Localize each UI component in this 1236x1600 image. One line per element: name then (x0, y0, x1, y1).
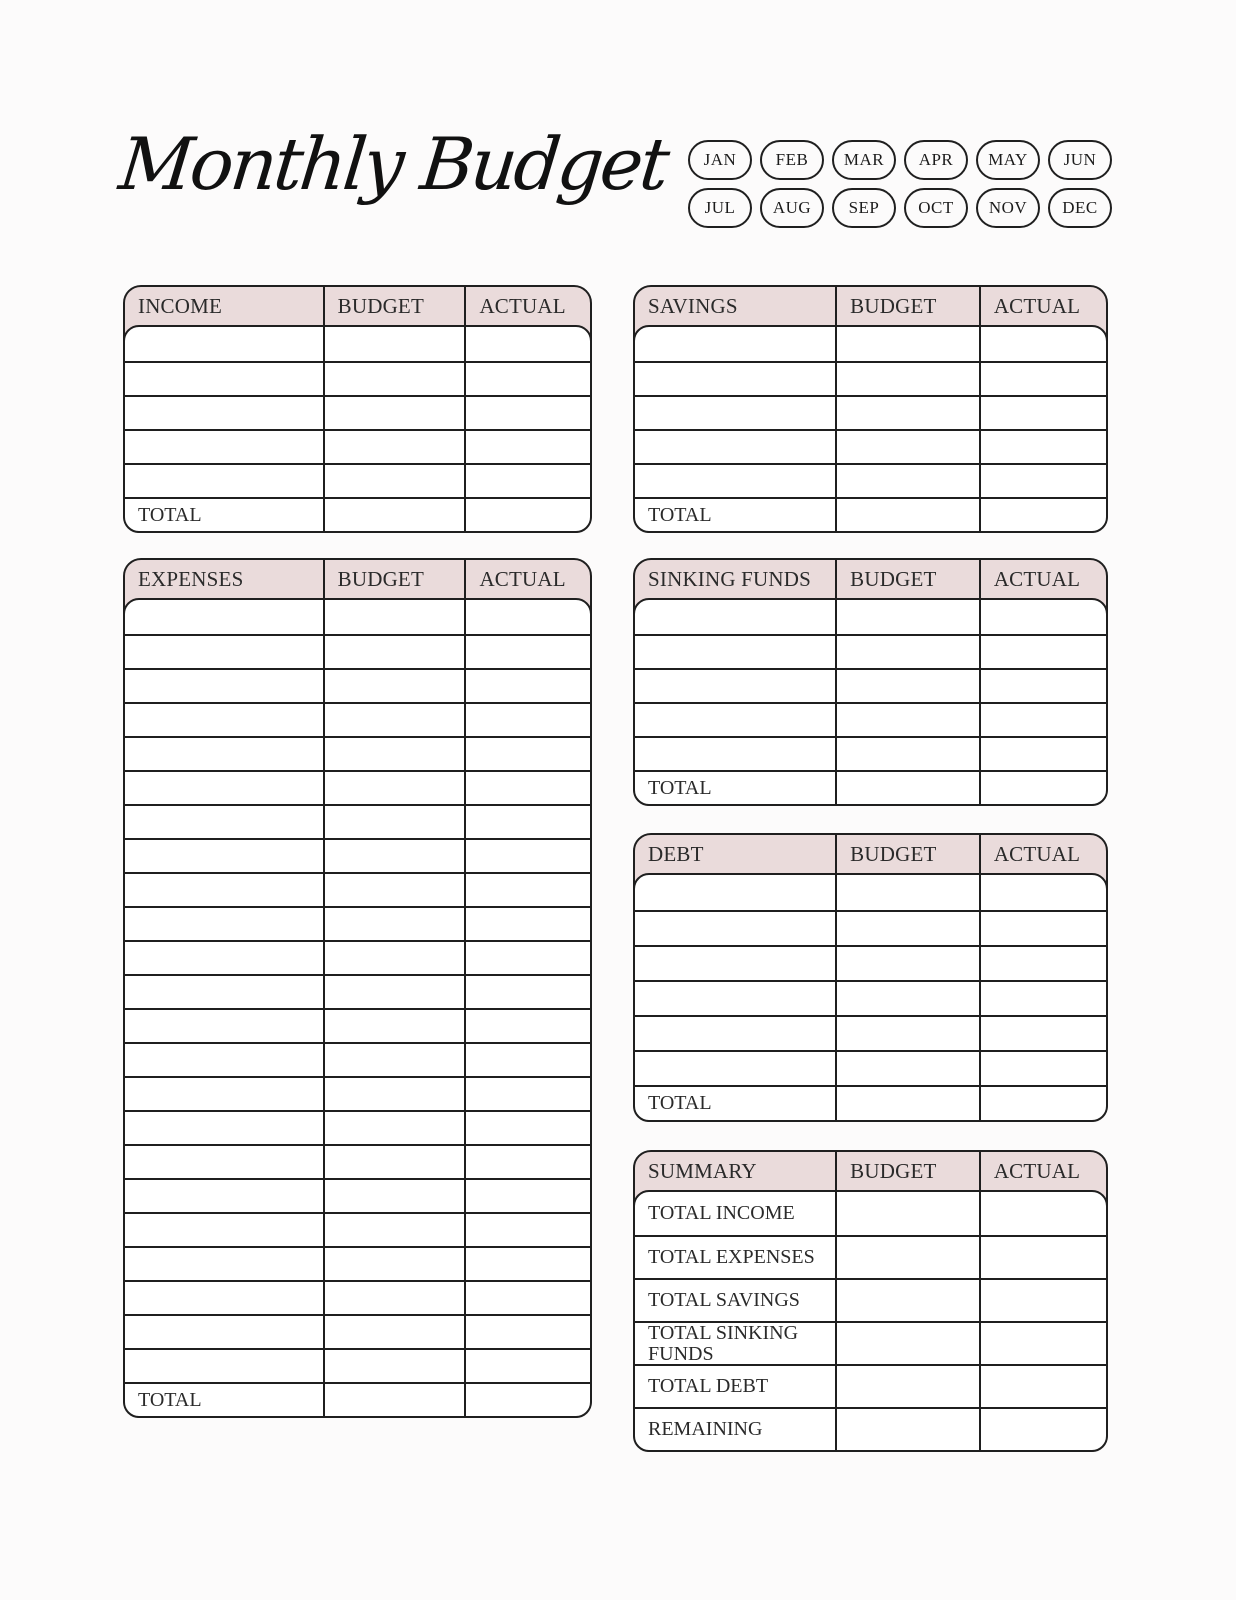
blank-cell[interactable] (323, 840, 465, 872)
blank-cell[interactable] (979, 397, 1106, 429)
blank-cell[interactable] (464, 772, 590, 804)
blank-cell[interactable] (464, 704, 590, 736)
blank-cell[interactable] (979, 600, 1106, 634)
income-actual-column-label: ACTUAL (464, 287, 590, 325)
table-row (635, 600, 1106, 634)
blank-cell[interactable] (125, 327, 323, 361)
blank-cell[interactable] (835, 397, 979, 429)
expenses-table (123, 558, 592, 1418)
table-row (125, 702, 590, 736)
blank-cell[interactable] (323, 1214, 465, 1246)
debt-actual-column-label: ACTUAL (979, 835, 1106, 873)
blank-cell[interactable] (979, 704, 1106, 736)
blank-cell[interactable] (464, 1214, 590, 1246)
blank-cell[interactable] (125, 1146, 323, 1178)
blank-cell[interactable] (125, 874, 323, 906)
blank-cell[interactable] (835, 363, 979, 395)
sinking-funds-budget-column-label: BUDGET (835, 560, 979, 598)
summary-budget-column-label: BUDGET (835, 1152, 979, 1190)
month-pill-jun[interactable]: JUN (1048, 140, 1112, 180)
blank-cell[interactable] (464, 1384, 590, 1416)
blank-cell[interactable] (323, 738, 465, 770)
table-row (635, 634, 1106, 668)
month-pill-apr[interactable]: APR (904, 140, 968, 180)
blank-cell[interactable] (979, 1087, 1106, 1120)
table-row (125, 1008, 590, 1042)
blank-cell[interactable] (979, 738, 1106, 770)
blank-cell[interactable] (125, 1316, 323, 1348)
blank-cell[interactable] (635, 670, 835, 702)
table-row (635, 702, 1106, 736)
blank-cell[interactable] (323, 704, 465, 736)
blank-cell[interactable] (835, 1323, 979, 1364)
savings-table-body (633, 325, 1108, 533)
blank-cell[interactable] (125, 1282, 323, 1314)
blank-cell[interactable] (323, 600, 465, 634)
blank-cell[interactable] (635, 947, 835, 980)
debt-table-header (635, 835, 1106, 873)
blank-cell[interactable] (635, 1052, 835, 1085)
blank-cell[interactable] (635, 738, 835, 770)
blank-cell[interactable] (635, 431, 835, 463)
debt-title-label: DEBT (648, 841, 704, 866)
table-row (125, 1314, 590, 1348)
blank-cell[interactable] (464, 1044, 590, 1076)
table-row (635, 875, 1106, 910)
total-row (635, 497, 1106, 531)
table-row (125, 463, 590, 497)
table-row (125, 1110, 590, 1144)
blank-cell[interactable] (464, 327, 590, 361)
total-row (125, 497, 590, 531)
blank-cell[interactable] (835, 499, 979, 531)
blank-cell[interactable] (125, 704, 323, 736)
blank-cell[interactable] (323, 670, 465, 702)
blank-cell[interactable] (323, 1316, 465, 1348)
summary-row (635, 1364, 1106, 1407)
total-row-label: TOTAL (648, 503, 712, 526)
table-row (125, 1212, 590, 1246)
summary-row-label: TOTAL EXPENSES (648, 1246, 815, 1269)
blank-cell[interactable] (323, 397, 465, 429)
expenses-budget-column-label: BUDGET (323, 560, 465, 598)
blank-cell[interactable] (125, 1214, 323, 1246)
income-title-label: INCOME (138, 293, 223, 318)
blank-cell[interactable] (125, 636, 323, 668)
blank-cell[interactable] (464, 1282, 590, 1314)
table-row (125, 361, 590, 395)
total-row (635, 1085, 1106, 1120)
blank-cell[interactable] (979, 1280, 1106, 1321)
table-row (125, 668, 590, 702)
month-pill-jul[interactable]: JUL (688, 188, 752, 228)
savings-actual-column-label: ACTUAL (979, 287, 1106, 325)
blank-cell[interactable] (125, 738, 323, 770)
blank-cell[interactable] (323, 636, 465, 668)
blank-cell[interactable] (323, 431, 465, 463)
debt-budget-column-label: BUDGET (835, 835, 979, 873)
month-selector (688, 140, 1112, 228)
blank-cell[interactable] (125, 1180, 323, 1212)
blank-cell[interactable] (323, 1384, 465, 1416)
blank-cell[interactable] (464, 670, 590, 702)
summary-row-label: TOTAL SINKING FUNDS (648, 1322, 799, 1365)
table-row (125, 872, 590, 906)
blank-cell[interactable] (464, 1350, 590, 1382)
blank-cell[interactable] (979, 431, 1106, 463)
blank-cell[interactable] (979, 947, 1106, 980)
blank-cell[interactable] (125, 465, 323, 497)
month-pill-oct[interactable]: OCT (904, 188, 968, 228)
blank-cell[interactable] (125, 840, 323, 872)
blank-cell[interactable] (835, 772, 979, 804)
summary-table (633, 1150, 1108, 1452)
debt-table (633, 833, 1108, 1122)
blank-cell[interactable] (835, 636, 979, 668)
table-row (125, 940, 590, 974)
sinking-funds-table-body (633, 598, 1108, 806)
table-row (125, 906, 590, 940)
sinking-funds-actual-column-label: ACTUAL (979, 560, 1106, 598)
total-row-label: TOTAL (648, 1092, 712, 1115)
blank-cell[interactable] (835, 982, 979, 1015)
blank-cell[interactable] (464, 1112, 590, 1144)
month-pill-mar[interactable]: MAR (832, 140, 896, 180)
blank-cell[interactable] (835, 704, 979, 736)
blank-cell[interactable] (464, 363, 590, 395)
blank-cell[interactable] (979, 1409, 1106, 1450)
page-title: Monthly Budget (115, 122, 671, 206)
blank-cell[interactable] (323, 1044, 465, 1076)
blank-cell[interactable] (464, 431, 590, 463)
expenses-table-body (123, 598, 592, 1418)
blank-cell[interactable] (835, 431, 979, 463)
summary-row (635, 1192, 1106, 1235)
table-row (125, 804, 590, 838)
blank-cell[interactable] (635, 636, 835, 668)
blank-cell[interactable] (125, 806, 323, 838)
blank-cell[interactable] (125, 942, 323, 974)
blank-cell[interactable] (323, 499, 465, 531)
blank-cell[interactable] (835, 465, 979, 497)
table-row (635, 1015, 1106, 1050)
blank-cell[interactable] (979, 363, 1106, 395)
blank-cell[interactable] (125, 1248, 323, 1280)
table-row (635, 463, 1106, 497)
table-row (125, 634, 590, 668)
blank-cell[interactable] (979, 1237, 1106, 1278)
blank-cell[interactable] (835, 327, 979, 361)
savings-table (633, 285, 1108, 533)
table-row (635, 945, 1106, 980)
summary-row (635, 1321, 1106, 1364)
blank-cell[interactable] (979, 327, 1106, 361)
blank-cell[interactable] (125, 1078, 323, 1110)
summary-row (635, 1235, 1106, 1278)
blank-cell[interactable] (835, 1280, 979, 1321)
blank-cell[interactable] (635, 327, 835, 361)
table-row (125, 770, 590, 804)
blank-cell[interactable] (835, 947, 979, 980)
total-row-label: TOTAL (138, 503, 202, 526)
blank-cell[interactable] (125, 397, 323, 429)
month-pill-feb[interactable]: FEB (760, 140, 824, 180)
blank-cell[interactable] (323, 908, 465, 940)
expenses-table-header (125, 560, 590, 598)
table-row (125, 736, 590, 770)
blank-cell[interactable] (323, 363, 465, 395)
blank-cell[interactable] (464, 1316, 590, 1348)
blank-cell[interactable] (835, 1409, 979, 1450)
table-row (635, 1050, 1106, 1085)
summary-table-header (635, 1152, 1106, 1190)
blank-cell[interactable] (323, 976, 465, 1008)
blank-cell[interactable] (979, 670, 1106, 702)
blank-cell[interactable] (835, 1366, 979, 1407)
table-row (635, 327, 1106, 361)
blank-cell[interactable] (464, 600, 590, 634)
blank-cell[interactable] (323, 806, 465, 838)
blank-cell[interactable] (125, 670, 323, 702)
blank-cell[interactable] (979, 772, 1106, 804)
blank-cell[interactable] (635, 875, 835, 910)
blank-cell[interactable] (835, 1052, 979, 1085)
blank-cell[interactable] (835, 912, 979, 945)
table-row (635, 980, 1106, 1015)
table-row (125, 1042, 590, 1076)
blank-cell[interactable] (979, 499, 1106, 531)
income-table-header (125, 287, 590, 325)
table-row (635, 361, 1106, 395)
blank-cell[interactable] (125, 976, 323, 1008)
total-row-label: TOTAL (648, 776, 712, 799)
blank-cell[interactable] (125, 600, 323, 634)
blank-cell[interactable] (835, 1237, 979, 1278)
blank-cell[interactable] (635, 1017, 835, 1050)
blank-cell[interactable] (323, 942, 465, 974)
blank-cell[interactable] (125, 1010, 323, 1042)
blank-cell[interactable] (835, 738, 979, 770)
table-row (125, 1348, 590, 1382)
summary-row (635, 1407, 1106, 1450)
blank-cell[interactable] (125, 431, 323, 463)
table-row (635, 910, 1106, 945)
month-pill-jan[interactable]: JAN (688, 140, 752, 180)
blank-cell[interactable] (979, 912, 1106, 945)
summary-table-body (633, 1190, 1108, 1452)
table-row (125, 600, 590, 634)
table-row (125, 1280, 590, 1314)
blank-cell[interactable] (464, 465, 590, 497)
blank-cell[interactable] (635, 465, 835, 497)
summary-row-label: TOTAL DEBT (648, 1375, 769, 1398)
blank-cell[interactable] (835, 600, 979, 634)
blank-cell[interactable] (125, 1044, 323, 1076)
blank-cell[interactable] (835, 1017, 979, 1050)
blank-cell[interactable] (323, 1010, 465, 1042)
blank-cell[interactable] (464, 1010, 590, 1042)
blank-cell[interactable] (125, 908, 323, 940)
summary-row (635, 1278, 1106, 1321)
total-row (125, 1382, 590, 1416)
table-row (125, 1178, 590, 1212)
blank-cell[interactable] (835, 670, 979, 702)
table-row (125, 1076, 590, 1110)
month-pill-sep[interactable]: SEP (832, 188, 896, 228)
blank-cell[interactable] (464, 1248, 590, 1280)
blank-cell[interactable] (464, 976, 590, 1008)
table-row (125, 838, 590, 872)
blank-cell[interactable] (464, 1180, 590, 1212)
month-pill-may[interactable]: MAY (976, 140, 1040, 180)
table-row (125, 1144, 590, 1178)
blank-cell[interactable] (635, 397, 835, 429)
income-table (123, 285, 592, 533)
income-budget-column-label: BUDGET (323, 287, 465, 325)
blank-cell[interactable] (464, 1078, 590, 1110)
income-table-body (123, 325, 592, 533)
blank-cell[interactable] (323, 327, 465, 361)
blank-cell[interactable] (323, 1282, 465, 1314)
table-row (125, 1246, 590, 1280)
blank-cell[interactable] (979, 1192, 1106, 1235)
blank-cell[interactable] (464, 806, 590, 838)
table-row (635, 395, 1106, 429)
summary-row-label: TOTAL INCOME (648, 1202, 795, 1225)
blank-cell[interactable] (464, 738, 590, 770)
table-row (635, 736, 1106, 770)
month-pill-dec[interactable]: DEC (1048, 188, 1112, 228)
table-row (125, 429, 590, 463)
debt-table-body (633, 873, 1108, 1122)
blank-cell[interactable] (635, 704, 835, 736)
month-pill-aug[interactable]: AUG (760, 188, 824, 228)
blank-cell[interactable] (979, 1323, 1106, 1364)
blank-cell[interactable] (635, 600, 835, 634)
expenses-title-label: EXPENSES (138, 566, 244, 591)
blank-cell[interactable] (323, 1112, 465, 1144)
blank-cell[interactable] (125, 363, 323, 395)
blank-cell[interactable] (979, 1366, 1106, 1407)
blank-cell[interactable] (635, 363, 835, 395)
savings-table-header (635, 287, 1106, 325)
blank-cell[interactable] (635, 982, 835, 1015)
summary-row-label: TOTAL SAVINGS (648, 1289, 800, 1312)
expenses-actual-column-label: ACTUAL (464, 560, 590, 598)
table-row (125, 327, 590, 361)
blank-cell[interactable] (323, 772, 465, 804)
blank-cell[interactable] (979, 636, 1106, 668)
table-row (125, 974, 590, 1008)
blank-cell[interactable] (125, 772, 323, 804)
table-row (635, 429, 1106, 463)
blank-cell[interactable] (464, 942, 590, 974)
total-row (635, 770, 1106, 804)
blank-cell[interactable] (125, 1112, 323, 1144)
blank-cell[interactable] (979, 1017, 1106, 1050)
blank-cell[interactable] (464, 840, 590, 872)
month-pill-nov[interactable]: NOV (976, 188, 1040, 228)
blank-cell[interactable] (635, 912, 835, 945)
blank-cell[interactable] (464, 397, 590, 429)
blank-cell[interactable] (835, 875, 979, 910)
blank-cell[interactable] (835, 1192, 979, 1235)
blank-cell[interactable] (323, 1248, 465, 1280)
sinking-funds-title-label: SINKING FUNDS (648, 566, 812, 591)
blank-cell[interactable] (464, 874, 590, 906)
blank-cell[interactable] (979, 1052, 1106, 1085)
blank-cell[interactable] (125, 1350, 323, 1382)
blank-cell[interactable] (323, 874, 465, 906)
blank-cell[interactable] (979, 875, 1106, 910)
blank-cell[interactable] (979, 465, 1106, 497)
savings-budget-column-label: BUDGET (835, 287, 979, 325)
table-row (125, 395, 590, 429)
blank-cell[interactable] (323, 1180, 465, 1212)
table-row (635, 668, 1106, 702)
blank-cell[interactable] (323, 1350, 465, 1382)
summary-title-label: SUMMARY (648, 1158, 757, 1183)
blank-cell[interactable] (464, 636, 590, 668)
blank-cell[interactable] (835, 1087, 979, 1120)
blank-cell[interactable] (323, 1146, 465, 1178)
summary-row-label: REMAINING (648, 1418, 763, 1441)
blank-cell[interactable] (464, 499, 590, 531)
sinking-funds-table (633, 558, 1108, 806)
savings-title-label: SAVINGS (648, 293, 738, 318)
summary-actual-column-label: ACTUAL (979, 1152, 1106, 1190)
blank-cell[interactable] (464, 908, 590, 940)
blank-cell[interactable] (464, 1146, 590, 1178)
total-row-label: TOTAL (138, 1388, 202, 1411)
blank-cell[interactable] (323, 465, 465, 497)
blank-cell[interactable] (323, 1078, 465, 1110)
sinking-funds-table-header (635, 560, 1106, 598)
blank-cell[interactable] (979, 982, 1106, 1015)
